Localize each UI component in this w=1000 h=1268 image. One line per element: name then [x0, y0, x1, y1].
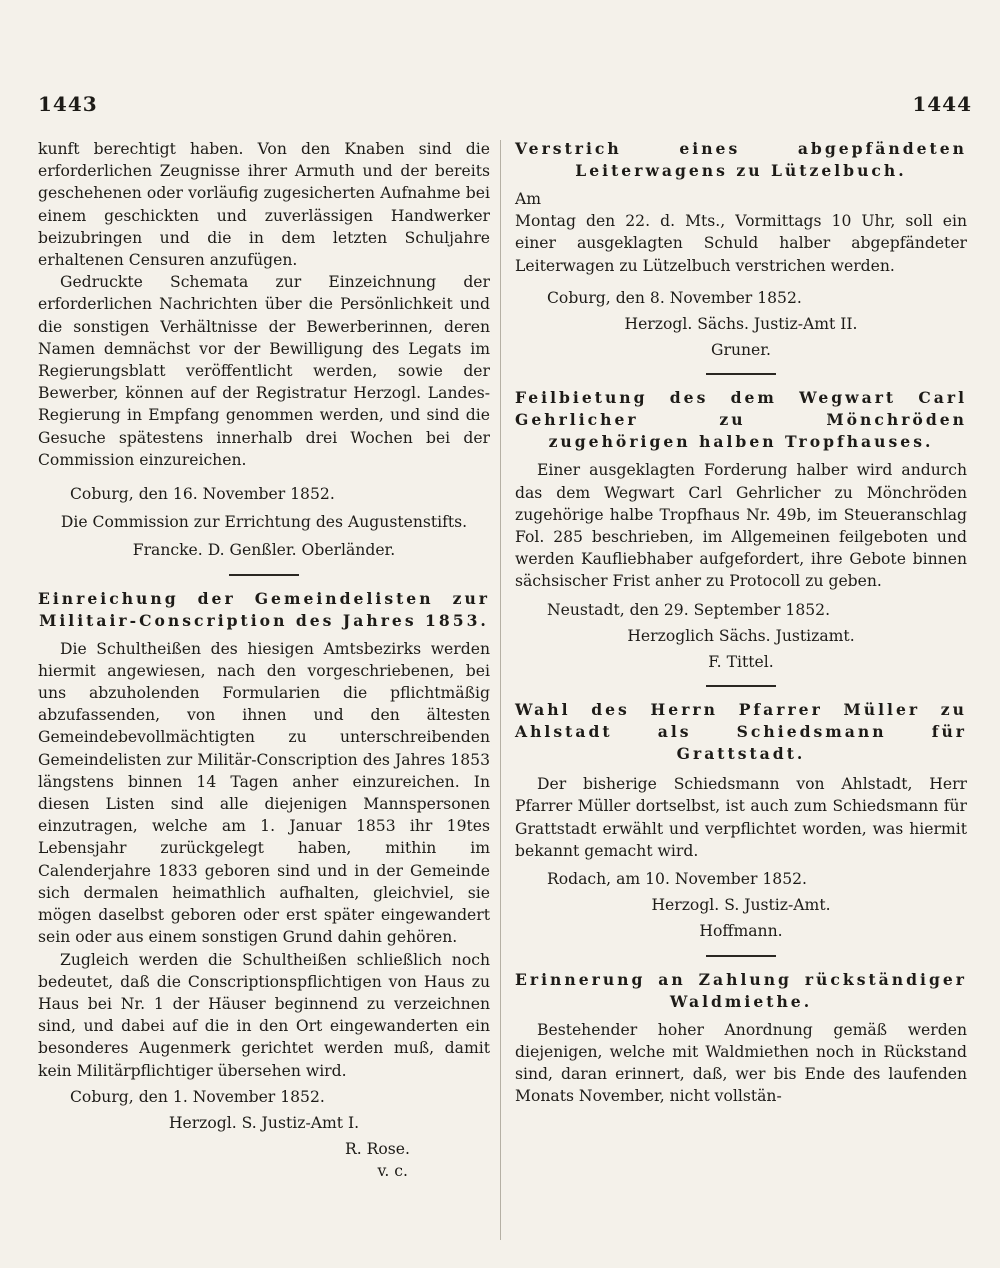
signer-office: Herzogl. S. Justiz-Amt. [651, 896, 831, 915]
signer-office: Herzogl. S. Justiz-Amt I. [168, 1113, 360, 1132]
section-heading: Erinnerung an Zahlung rückständiger Waldmiethe. [515, 969, 967, 1011]
page-number-right: 1444 [912, 92, 972, 116]
section-separator [706, 685, 776, 687]
dateline: Coburg, den 1. November 1852. [70, 1087, 325, 1106]
section-heading: Wahl des Herrn Pfarrer Müller zu Ahlstadt als Schiedsmann für Grattstadt. [515, 700, 967, 764]
signer-office: Herzoglich Sächs. Justizamt. [627, 626, 855, 645]
dateline: Coburg, den 16. November 1852. [70, 485, 335, 504]
page-number-left: 1443 [38, 92, 98, 116]
section-separator [229, 574, 299, 576]
intro-paragraph: kunft berechtigt haben. Von den Knaben sind die erforderlichen Zeugnisse ihrer Armuth und der bereits geschehenen oder vorläufig zugesicherten Aufnahme bei einem geschickten und zuverlässigen Handwerker beizubringen und die in dem letzten Schuljahre erhaltenen Censuren anzufügen. [38, 140, 490, 270]
dateline: Coburg, den 8. November 1852. [547, 288, 802, 307]
auction-paragraph: Montag den 22. d. Mts., Vormittags 10 Uhr, soll ein einer ausgeklagten Schuld halber abgepfändeter Leiterwagen zu Lützelbuch verstrichen werden. [515, 212, 967, 275]
signer-name: Gruner. [711, 341, 771, 360]
signer-name: F. Tittel. [708, 653, 774, 672]
election-paragraph: Der bisherige Schiedsmann von Ahlstadt, Herr Pfarrer Müller dortselbst, ist auch zum Schiedsmann für Grattstadt erwählt und verpflichtet worden, was hiermit bekannt gemacht wird. [515, 775, 967, 860]
section-separator [706, 373, 776, 375]
dateline: Rodach, am 10. November 1852. [547, 870, 808, 889]
dateline: Neustadt, den 29. September 1852. [547, 600, 831, 619]
signer-vc: v. c. [377, 1162, 408, 1181]
section-separator [706, 955, 776, 957]
column-divider [500, 140, 501, 1240]
section-heading: Verstrich eines abgepfändeten Leiterwagens zu Lützelbuch. [515, 139, 967, 180]
sale-paragraph: Einer ausgeklagten Forderung halber wird andurch das dem Wegwart Carl Gehrlicher zu Mönchröden zugehörige halbe Tropfhaus Nr. 49b, im Steueranschlag Fol. 285 beschrieben, im Allgemeinen feilgeboten und werden Kaufliebhaber aufgefordert, ihre Gebote binnen sächsischer Frist anher zu Protocoll zu geben. [515, 461, 967, 591]
signer-names: Francke. D. Genßler. Oberländer. [132, 541, 396, 560]
section-heading: Feilbietung des dem Wegwart Carl Gehrlicher zu Mönchröden zugehörigen halben Tropfhauses. [515, 388, 967, 452]
signer-commission: Die Commission zur Errichtung des Augustenstifts. [60, 513, 468, 532]
signer-name: R. Rose. [345, 1140, 410, 1159]
section-heading: Einreichung der Gemeindelisten zur Militair-Conscription des Jahres 1853. [38, 588, 490, 630]
right-column [515, 138, 967, 1107]
schemata-paragraph: Gedruckte Schemata zur Einzeichnung der erforderlichen Nachrichten über die Persönlichkeit und die sonstigen Verhältnisse der Bewerberinnen, deren Namen demnächst vor der Bewilligung des Legats im Regierungsblatt veröffentlicht werden, sowie der Bewerber, können auf der Registratur Herzogl. Landes-Regierung in Empfang genommen werden, und sind die Gesuche spätestens innerhalb drei Wochen bei der Commission einzureichen. [38, 273, 490, 469]
am-line: Am [515, 190, 542, 208]
signer-office: Herzogl. Sächs. Justiz-Amt II. [624, 315, 858, 334]
reminder-paragraph: Bestehender hoher Anordnung gemäß werden diejenigen, welche mit Waldmiethen noch in Rückstand sind, daran erinnert, daß, wer bis Ende des laufenden Monats November, nicht vollstän- [515, 1020, 967, 1106]
conscription-paragraph: Die Schultheißen des hiesigen Amtsbezirks werden hiermit angewiesen, nach den vorgeschriebenen, bei uns abzuholenden Formularien die pflichtmäßig abzufassenden, von ihnen und den ältesten Gemeindebevollmächtigten zu unterschreibenden Gemeindelisten zur Militär-Conscription des Jahres 1853 längstens binnen 14 Tagen anher einzureichen. In diesen Listen sind alle diejenigen Mannspersonen einzutragen, welche am 1. Januar 1853 ihr 19tes Lebensjahr zurückgelegt haben, mithin im Calenderjahre 1833 geboren sind und in der Gemeinde sich dermalen heimathlich aufhalten, gleichviel, sie mögen daselbst geboren oder erst später eingewandert sein oder aus einem sonstigen Grund dahin gehören. [38, 639, 490, 947]
signer-name: Hoffmann. [699, 922, 783, 941]
conscription-paragraph-2: Zugleich werden die Schultheißen schließlich noch bedeutet, daß die Conscriptionspflichtigen von Haus zu Haus bei Nr. 1 der Häuser beginnend zu verzeichnen sind, und dabei auf die in den Ort eingewanderten ein besonderes Augenmerk gerichtet werden muß, damit kein Militärpflichtiger übersehen wird. [38, 950, 490, 1080]
left-column [38, 138, 490, 1183]
